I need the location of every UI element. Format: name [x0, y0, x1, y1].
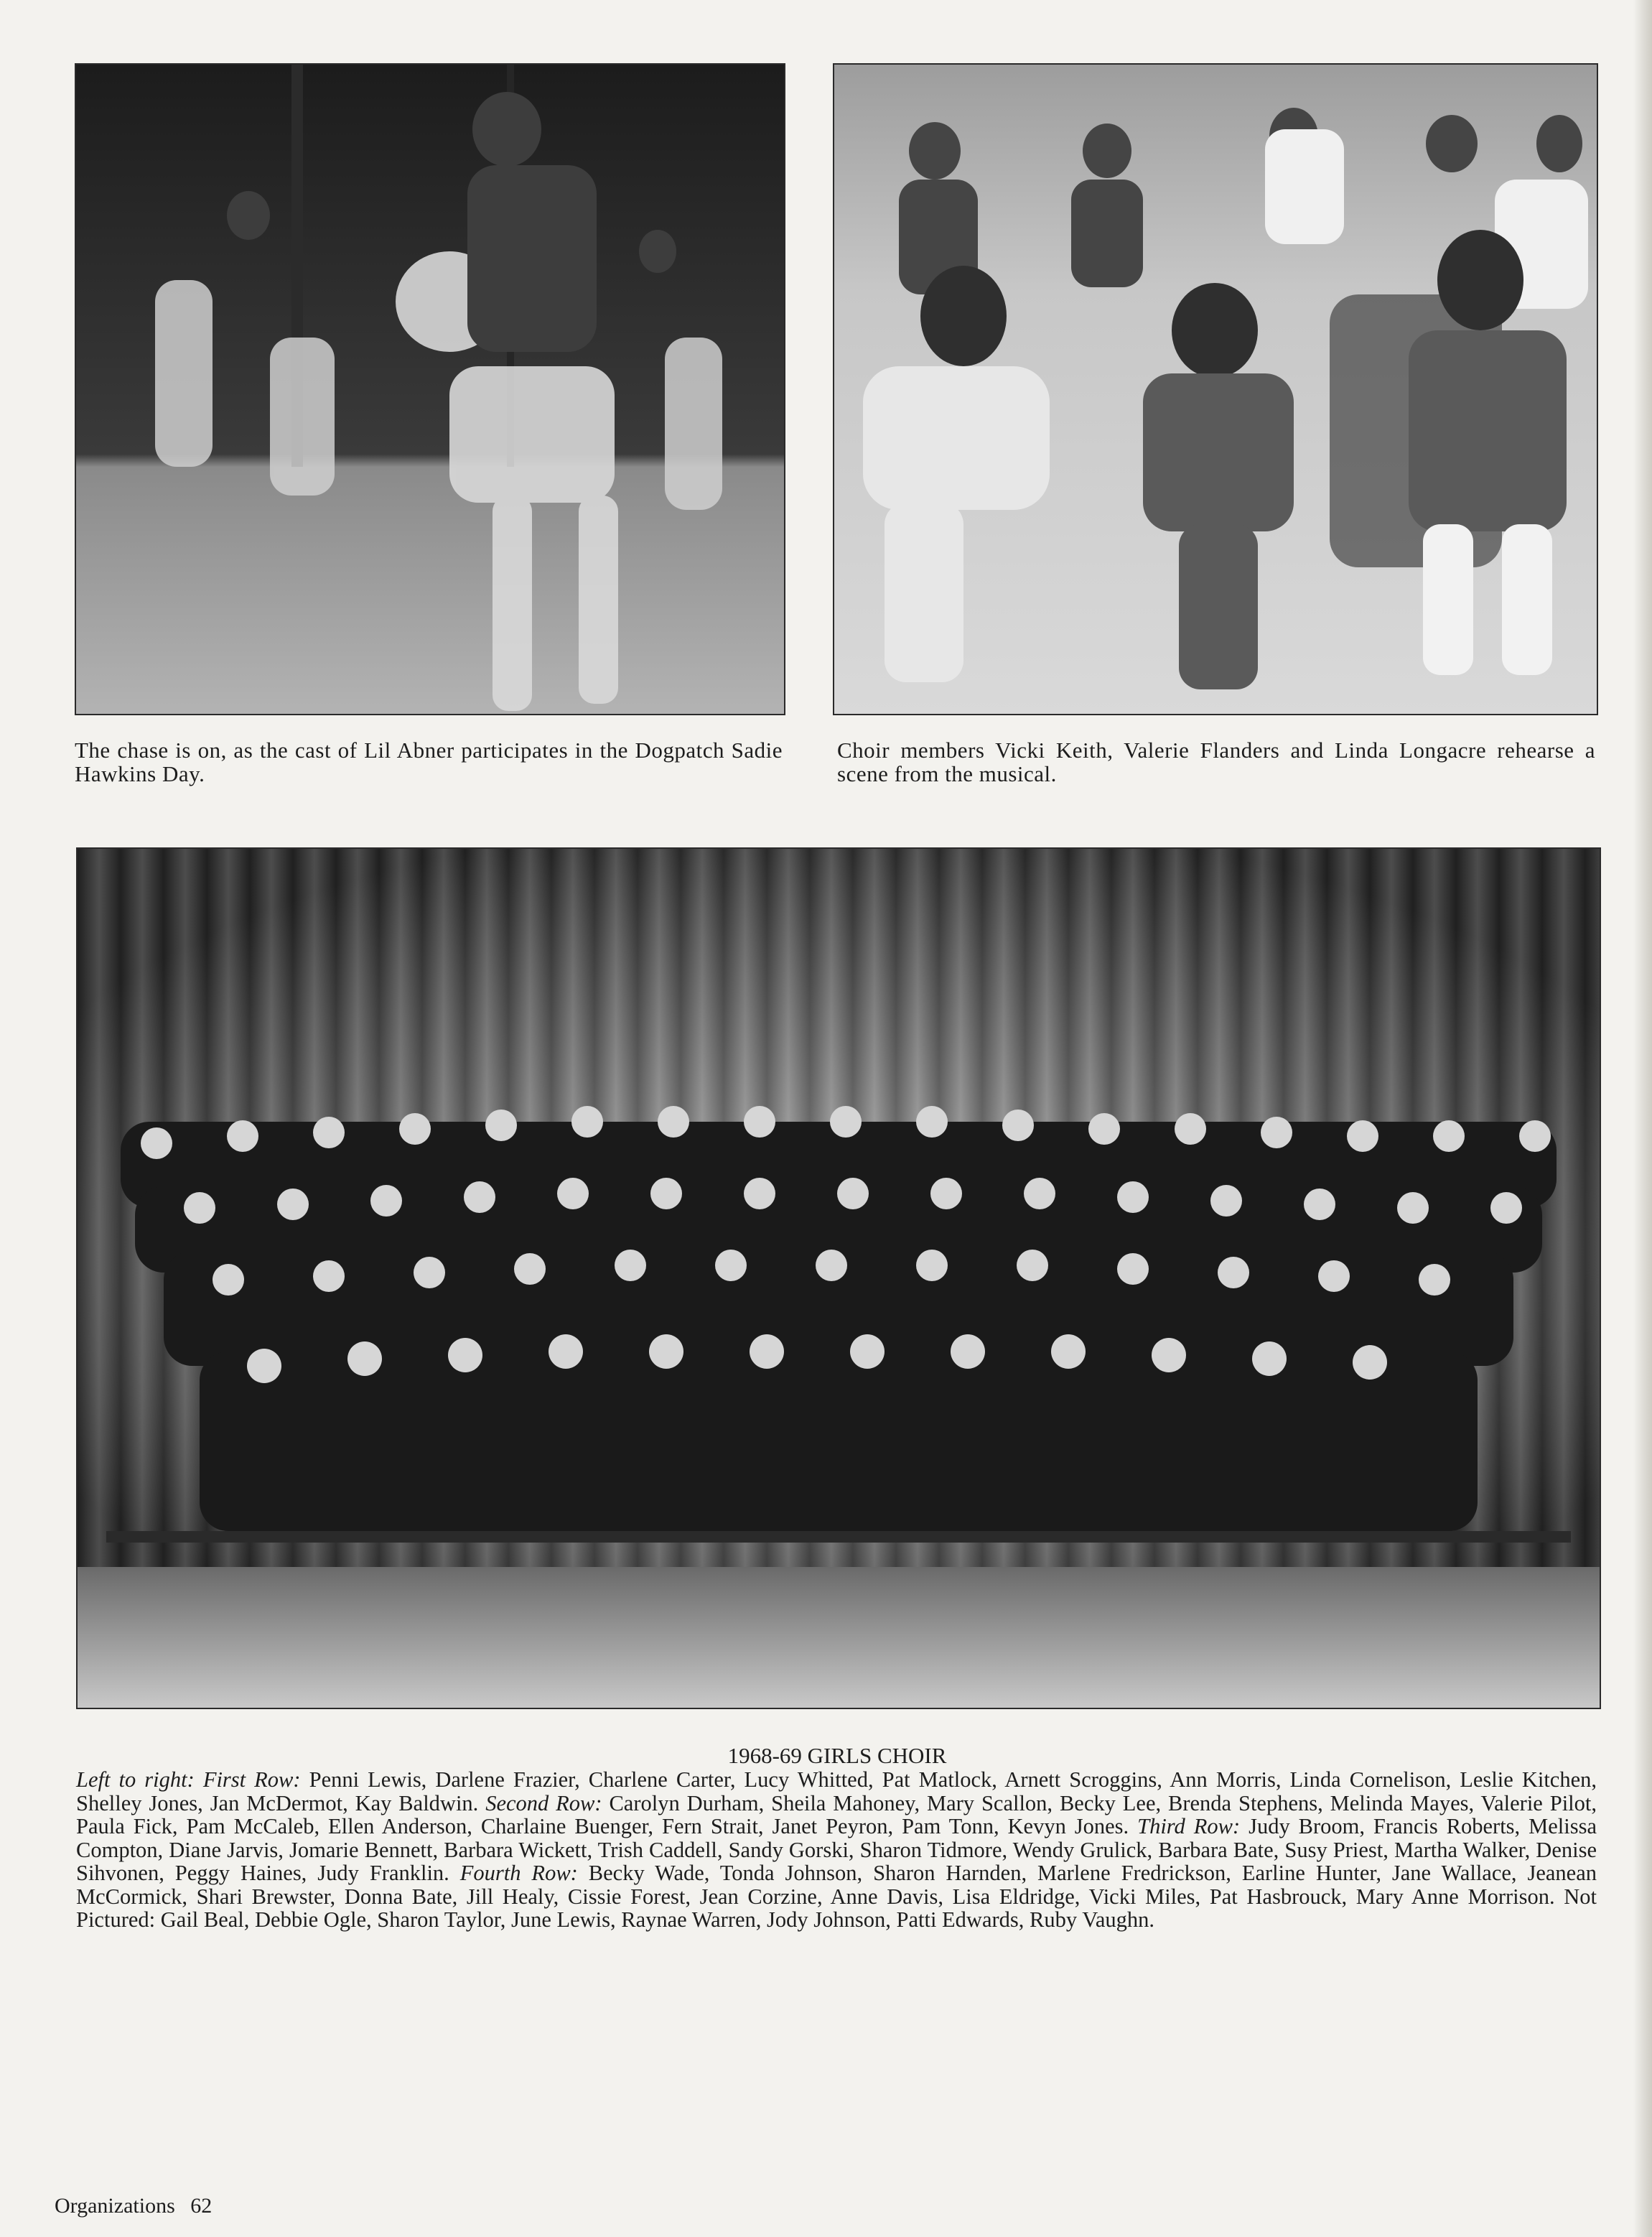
- roster-row-names: Penni Lewis, Darlene Frazier, Charlene Carter, Lucy Whitted, Pat Matlock, Arnett Scroggins, Ann Morris, Linda Cornelison, Leslie Kitchen, Shelley Jones, Jan McDermot, Kay Baldwin.: [76, 1767, 1597, 1815]
- photo-choir-illustration: [78, 849, 1600, 1708]
- photo-rehearse-illustration: [834, 65, 1597, 714]
- photo-choir-rehearsal: [833, 63, 1598, 715]
- roster-row-names: Judy Broom, Francis Roberts, Melissa Compton, Diane Jarvis, Jomarie Bennett, Barbara Wickett, Trish Caddell, Sandy Gorski, Sharon Tidmore, Wendy Grulick, Barbara Bate, Susy Priest, Martha Walker, Denise Sihvonen, Peggy Haines, Judy Franklin.: [76, 1814, 1597, 1885]
- choir-title: 1968-69 GIRLS CHOIR: [727, 1743, 947, 1768]
- footer-section: Organizations: [55, 2194, 175, 2218]
- roster-row-label: Fourth Row:: [459, 1861, 578, 1885]
- roster-row-names: Becky Wade, Tonda Johnson, Sharon Harnden, Marlene Fredrickson, Earline Hunter, Jane Wallace, Jeanean McCormick, Shari Brewster, Donna Bate, Jill Healy, Cissie Forest, Jean Corzine, Anne Davis, Lisa Eldridge, Vicki Miles, Pat Hasbrouck, Mary Anne Morrison.: [76, 1861, 1597, 1909]
- roster-not-pictured-names: Gail Beal, Debbie Ogle, Sharon Taylor, June Lewis, Raynae Warren, Jody Johnson, Patti Edwards, Ruby Vaughn.: [160, 1907, 1155, 1932]
- roster-intro-label: Left to right:: [76, 1767, 195, 1792]
- page-footer: [55, 2194, 222, 2218]
- photo-chase-illustration: [76, 65, 784, 714]
- roster-not-pictured-label: Not Pictured:: [76, 1884, 1597, 1932]
- page-edge-shadow: [1633, 0, 1652, 2237]
- photo-girls-choir-group: [76, 847, 1601, 1709]
- caption-chase: The chase is on, as the cast of Lil Abner participates in the Dogpatch Sadie Hawkins Day.: [75, 738, 783, 786]
- photo-lil-abner-chase: [75, 63, 785, 715]
- roster-row-label: First Row:: [202, 1767, 301, 1792]
- roster-row-label: Third Row:: [1137, 1814, 1241, 1838]
- roster-row-label: Second Row:: [485, 1790, 602, 1815]
- footer-page-number: 62: [190, 2194, 213, 2218]
- caption-rehearse: Choir members Vicki Keith, Valerie Flanders and Linda Longacre rehearse a scene from the musical.: [837, 738, 1595, 786]
- roster-row-names: Carolyn Durham, Sheila Mahoney, Mary Scallon, Becky Lee, Brenda Stephens, Melinda Mayes, Valerie Pilot, Paula Fick, Pam McCaleb, Ellen Anderson, Charlaine Buenger, Fern Strait, Janet Peyron, Pam Tonn, Kevyn Jones.: [76, 1790, 1597, 1838]
- choir-roster: [76, 1768, 1597, 1932]
